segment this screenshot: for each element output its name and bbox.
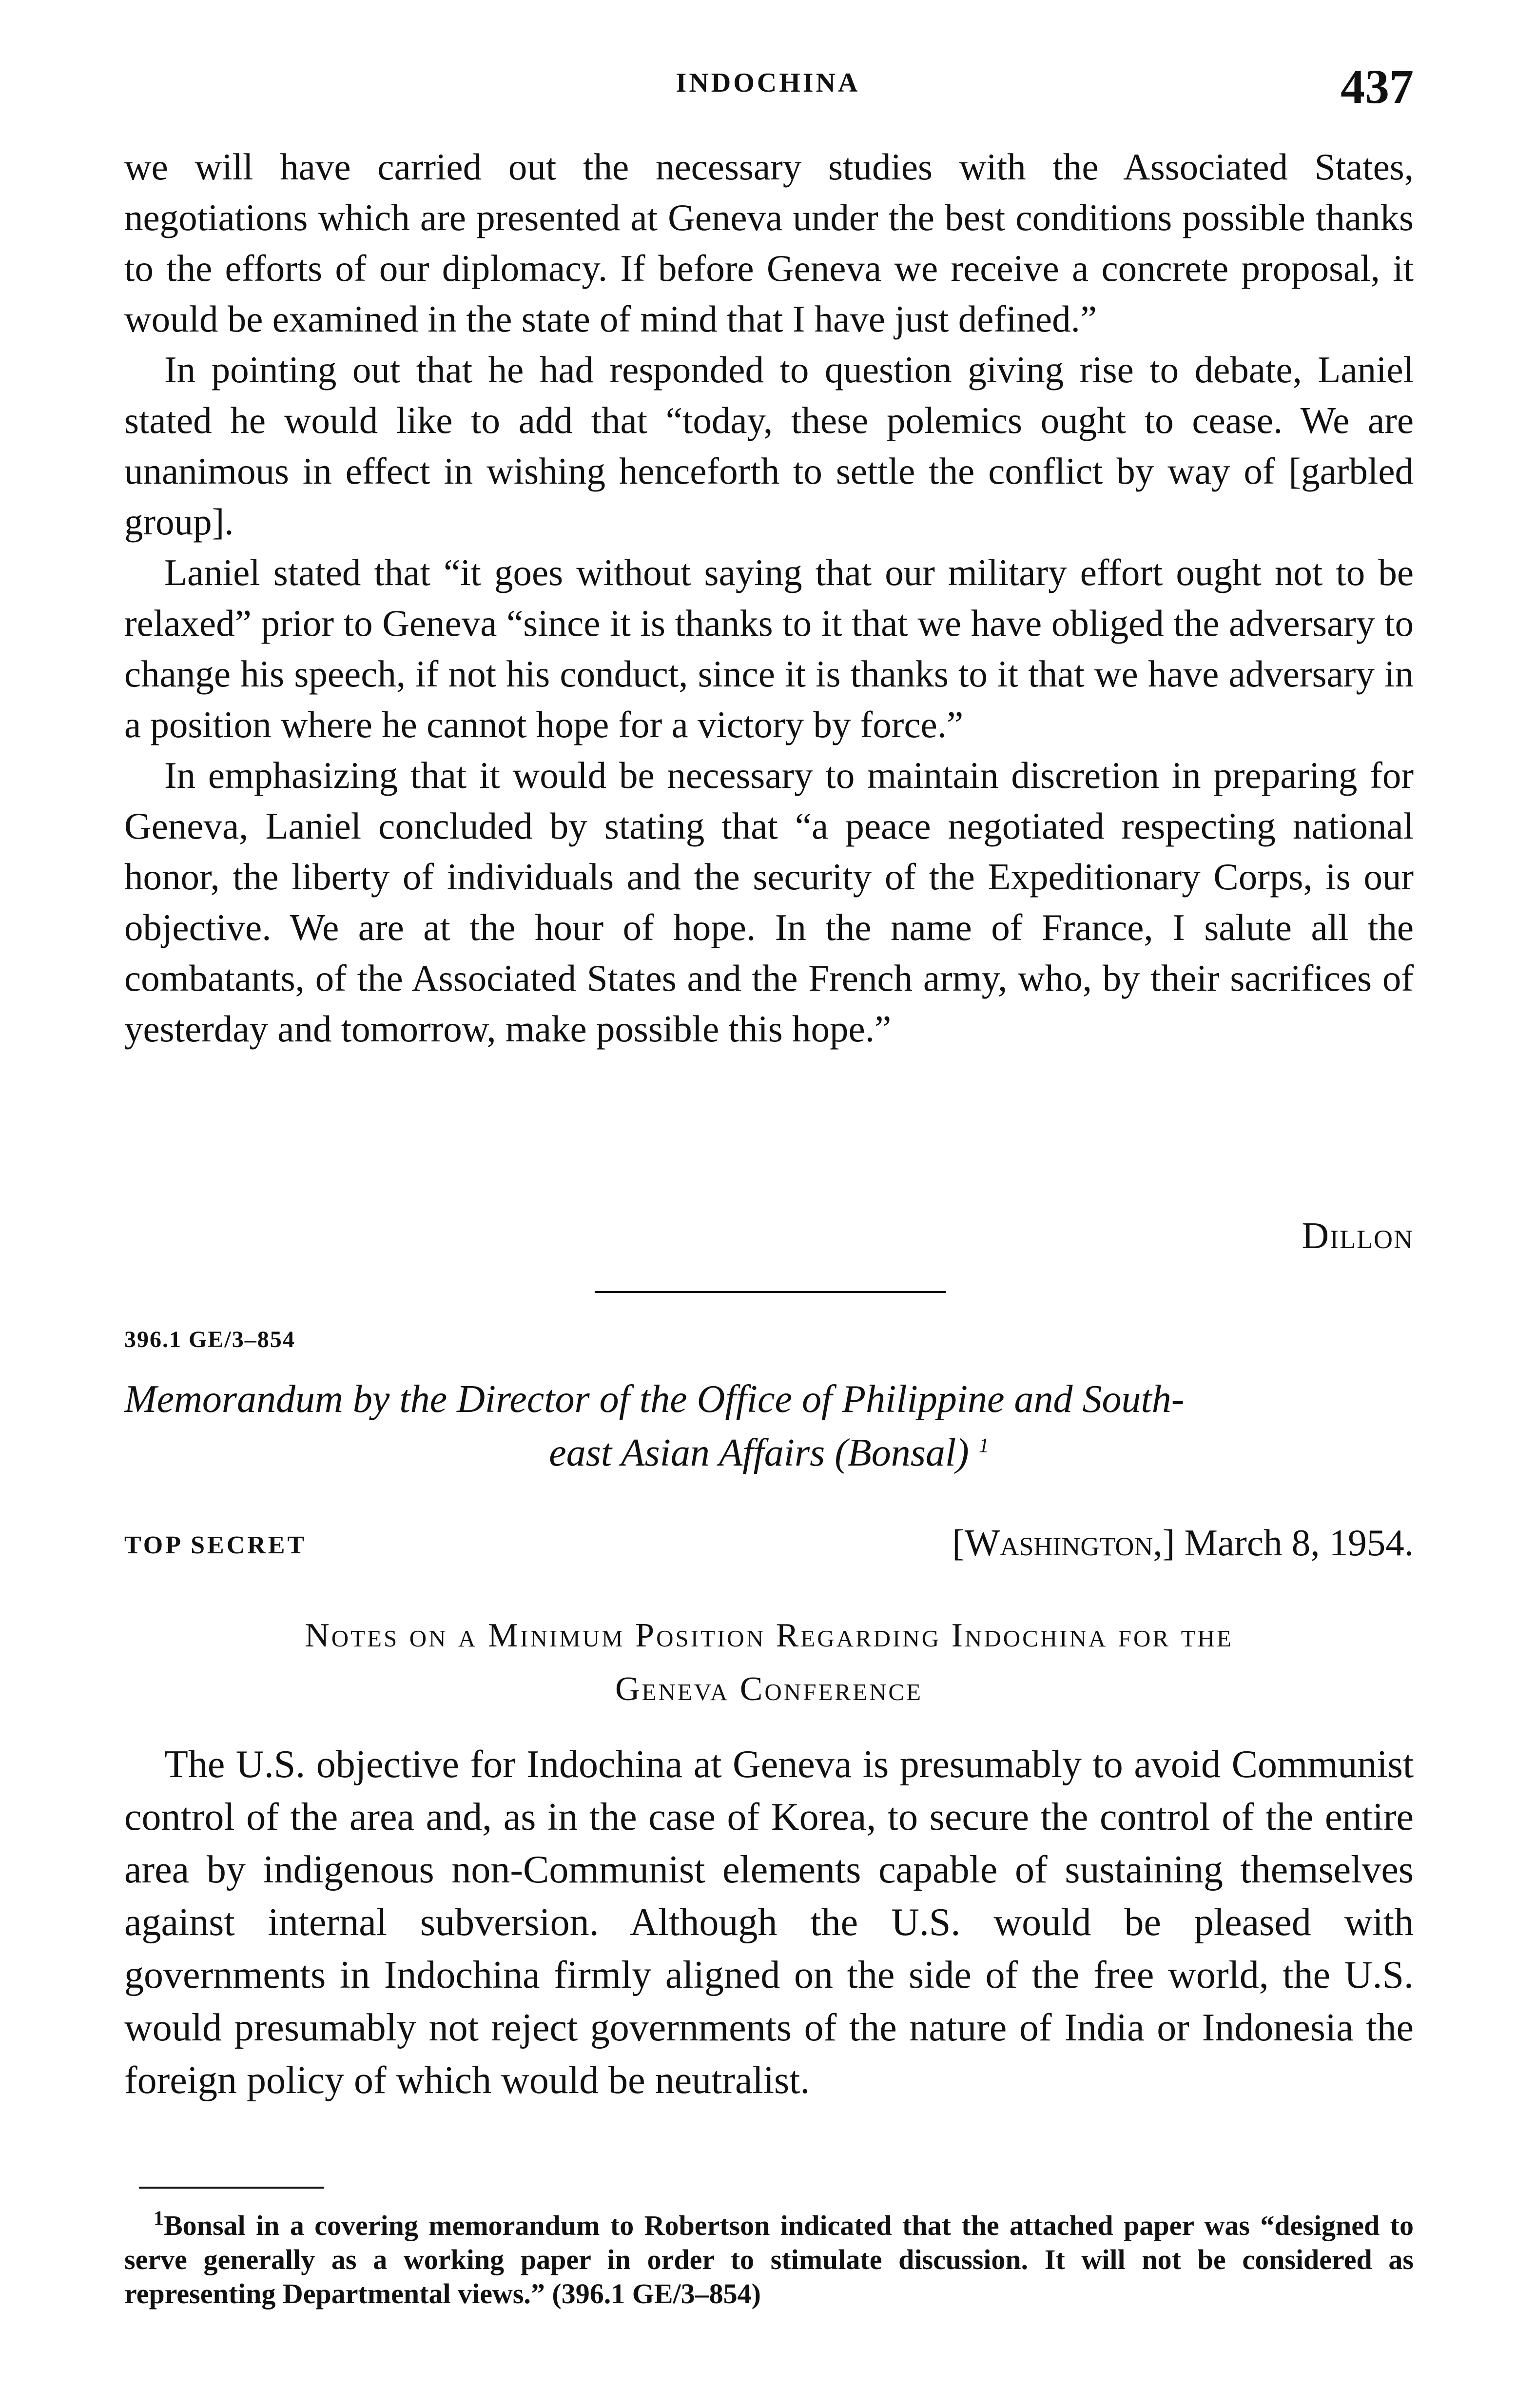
dateline-place: [Washington,] bbox=[952, 1522, 1175, 1564]
body-paragraph: Laniel stated that “it goes without saying that our military effort ought not to be relaxed” prior to Geneva “since it is thanks to it that we have obliged the adversary to change his speech, if not his conduct, since it is thanks to it that we have adversary in a position where he cannot hope for a victory by force.” bbox=[124, 551, 1414, 745]
memo-title-line1: Memorandum by the Director of the Office of Philippine and South- bbox=[124, 1378, 1185, 1421]
body-paragraph: In pointing out that he had responded to question giving rise to debate, Laniel stated he would like to add that “today, these polemics ought to cease. We are unanimous in effect in wishing henceforth to settle the conflict by way of [garbled group]. bbox=[124, 349, 1414, 543]
notes-heading-line1: Notes on a Minimum Position Regarding Indochina for the bbox=[305, 1617, 1233, 1654]
memo-title-line2: east Asian Affairs (Bonsal) bbox=[549, 1431, 969, 1474]
telegram-continuation bbox=[124, 141, 1414, 1054]
file-number: 396.1 GE/3–854 bbox=[124, 1327, 295, 1352]
memo-title bbox=[124, 1372, 1414, 1480]
dateline bbox=[952, 1521, 1414, 1565]
notes-heading-line2: Geneva Conference bbox=[615, 1670, 923, 1708]
dateline-date: March 8, 1954. bbox=[1184, 1522, 1414, 1564]
footnote-divider bbox=[139, 2187, 324, 2189]
signature: Dillon bbox=[1302, 1214, 1414, 1256]
footnote-marker: 1 bbox=[154, 2207, 164, 2230]
notes-heading bbox=[124, 1609, 1414, 1716]
footnote bbox=[124, 2209, 1414, 2311]
running-title: INDOCHINA bbox=[676, 68, 860, 98]
page-number: 437 bbox=[1341, 59, 1414, 114]
classification-label: TOP SECRET bbox=[124, 1531, 307, 1559]
body-paragraph: In emphasizing that it would be necessary to maintain discretion in preparing for Geneva, Laniel concluded by stating that “a peace negotiated respecting national honor, the liberty of individuals and the security of the Expeditionary Corps, is our objective. We are at the hour of hope. In the name of France, I salute all the combatants, of the Associated States and the French army, who, by their sacrifices of yesterday and tomorrow, make possible this hope.” bbox=[124, 754, 1414, 1050]
section-divider bbox=[595, 1291, 946, 1293]
memo-title-line2-wrap bbox=[124, 1426, 1414, 1480]
footnote-reference: 1 bbox=[978, 1434, 989, 1457]
footnote-text: Bonsal in a covering memorandum to Robertson indicated that the attached paper was “designed to serve generally as a working paper in order to stimulate discussion. It will not be considered as representing Departmental views.” (396.1 GE/3–854) bbox=[124, 2210, 1414, 2310]
notes-paragraph: The U.S. objective for Indochina at Geneva is presumably to avoid Communist control of the area and, as in the case of Korea, to secure the control of the entire area by indigenous non-Communist elements capable of sustaining themselves against internal subversion. Although the U.S. would be pleased with governments in Indochina firmly aligned on the side of the free world, the U.S. would presumably not reject governments of the nature of India or Indonesia the foreign policy of which would be neutralist. bbox=[124, 1743, 1414, 2102]
classification-row bbox=[124, 1521, 1414, 1570]
running-header bbox=[0, 59, 1536, 117]
body-paragraph: we will have carried out the necessary studies with the Associated States, negotiations which are presented at Geneva under the best conditions possible thanks to the efforts of our diplomacy. If before Geneva we receive a concrete proposal, it would be examined in the state of mind that I have just defined.” bbox=[124, 146, 1414, 340]
notes-body bbox=[124, 1738, 1414, 2107]
